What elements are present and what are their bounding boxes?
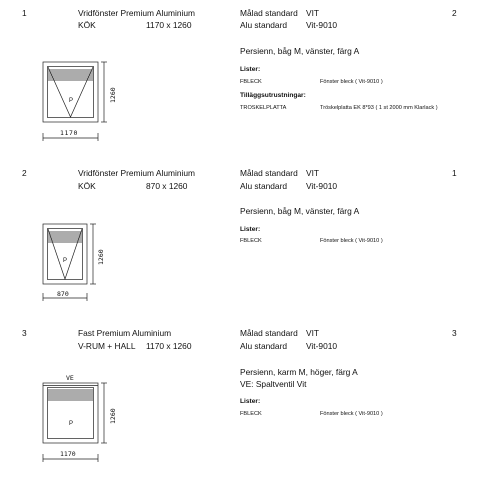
lister-value: Fönster bleck ( Vit-9010 ) <box>320 411 383 417</box>
alu-label: Alu standard <box>240 341 288 351</box>
paint-value: VIT <box>306 8 320 18</box>
accessories-heading: Tilläggsutrustningar: <box>240 92 306 99</box>
room-name: V-RUM + HALL <box>78 341 136 351</box>
position-number: 2 <box>22 168 27 178</box>
height-dimension: 1260 <box>109 87 117 103</box>
alu-value: Vit-9010 <box>306 20 338 30</box>
lister-name: FBLECK <box>240 411 262 417</box>
height-dimension: 1260 <box>97 249 105 265</box>
accessory-value: Tröskelplatta EK 8*93 ( 1 st 2000 mm Klarlack ) <box>320 105 438 111</box>
paint-label: Målad standard <box>240 328 298 338</box>
alu-value: Vit-9010 <box>306 181 338 191</box>
height-dimension: 1260 <box>109 408 117 424</box>
pane-label: P <box>69 421 74 427</box>
position-number: 1 <box>22 8 27 18</box>
product-size: 1170 x 1260 <box>146 20 192 30</box>
quantity: 1 <box>452 168 457 178</box>
lister-name: FBLECK <box>240 79 262 85</box>
width-dimension: 1170 <box>60 450 76 458</box>
room-name: KÖK <box>78 181 96 191</box>
alu-label: Alu standard <box>240 181 288 191</box>
quantity: 2 <box>452 8 457 18</box>
room-name: KÖK <box>78 20 96 30</box>
paint-label: Målad standard <box>240 8 298 18</box>
alu-value: Vit-9010 <box>306 341 338 351</box>
pane-label: P <box>63 258 68 264</box>
product-title: Fast Premium Aluminium <box>78 328 172 338</box>
pane-label: P <box>69 98 74 104</box>
product-title: Vridfönster Premium Aluminium <box>78 8 195 18</box>
accessory-name: TROSKELPLATTA <box>240 105 287 111</box>
note-text: Persienn, båg M, vänster, färg A <box>240 46 360 56</box>
width-dimension: 1170 <box>60 129 79 137</box>
note-text: Persienn, båg M, vänster, färg A <box>240 206 360 216</box>
lister-value: Fönster bleck ( Vit-9010 ) <box>320 238 383 244</box>
blind-slats <box>48 390 93 400</box>
product-size: 1170 x 1260 <box>146 341 192 351</box>
window-pane <box>48 388 94 439</box>
lister-heading: Lister: <box>240 398 261 405</box>
vent-label: VE <box>66 374 74 382</box>
lister-heading: Lister: <box>240 226 261 233</box>
lister-name: FBLECK <box>240 238 262 244</box>
alu-label: Alu standard <box>240 20 288 30</box>
paint-value: VIT <box>306 168 320 178</box>
width-dimension: 870 <box>57 290 69 298</box>
paint-label: Målad standard <box>240 168 298 178</box>
paint-value: VIT <box>306 328 320 338</box>
note-text: Persienn, karm M, höger, färg A <box>240 367 358 377</box>
product-title: Vridfönster Premium Aluminium <box>78 168 195 178</box>
product-size: 870 x 1260 <box>146 181 188 191</box>
lister-heading: Lister: <box>240 66 261 73</box>
quantity: 3 <box>452 328 457 338</box>
position-number: 3 <box>22 328 27 338</box>
lister-value: Fönster bleck ( Vit-9010 ) <box>320 79 383 85</box>
note-text-2: VE: Spaltventil Vit <box>240 379 307 389</box>
